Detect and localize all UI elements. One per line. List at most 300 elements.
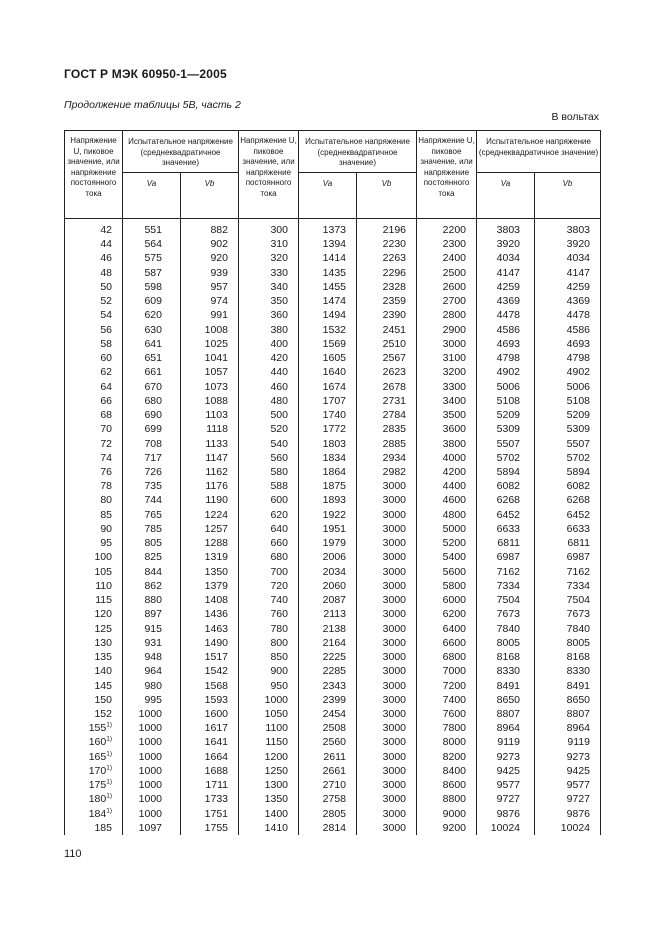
cell-u1: 62 (65, 365, 123, 379)
table-row (65, 650, 601, 664)
cell-u2: 310 (239, 237, 299, 251)
cell-u1: 150 (65, 693, 123, 707)
cell-va3: 9119 (477, 735, 535, 749)
table-row (65, 764, 601, 778)
cell-vb3: 4147 (535, 266, 601, 280)
table-row (65, 380, 601, 394)
cell-vb2: 2451 (357, 323, 417, 337)
table-row (65, 408, 601, 422)
cell-vb3: 7162 (535, 565, 601, 579)
cell-va3: 4147 (477, 266, 535, 280)
cell-va3: 8330 (477, 664, 535, 678)
cell-vb2: 3000 (357, 664, 417, 678)
cell-u1: 125 (65, 622, 123, 636)
cell-u3: 5800 (417, 579, 477, 593)
cell-vb2: 3000 (357, 593, 417, 607)
cell-vb2: 2567 (357, 351, 417, 365)
cell-va2: 1532 (299, 323, 357, 337)
cell-u1: 90 (65, 522, 123, 536)
cell-vb2: 2263 (357, 251, 417, 265)
footnote-marker: 1) (106, 807, 112, 815)
cell-vb1: 1436 (181, 607, 239, 621)
cell-va2: 1640 (299, 365, 357, 379)
cell-vb2: 3000 (357, 735, 417, 749)
cell-vb1: 1008 (181, 323, 239, 337)
cell-va3: 8807 (477, 707, 535, 721)
table-row (65, 636, 601, 650)
cell-va2: 1893 (299, 493, 357, 507)
cell-u2: 460 (239, 380, 299, 394)
cell-va3: 4259 (477, 280, 535, 294)
cell-vb3: 6987 (535, 550, 601, 564)
cell-u1: 60 (65, 351, 123, 365)
cell-va2: 1569 (299, 337, 357, 351)
cell-vb3: 6633 (535, 522, 601, 536)
cell-u2: 1050 (239, 707, 299, 721)
cell-u3: 7400 (417, 693, 477, 707)
cell-vb1: 902 (181, 237, 239, 251)
cell-vb1: 1162 (181, 465, 239, 479)
cell-u2: 1100 (239, 721, 299, 735)
cell-u1: 50 (65, 280, 123, 294)
cell-va2: 2661 (299, 764, 357, 778)
cell-u1: 68 (65, 408, 123, 422)
table-row (65, 237, 601, 251)
cell-u3: 5200 (417, 536, 477, 550)
footnote-marker: 1) (106, 735, 112, 743)
cell-u3: 5400 (417, 550, 477, 564)
cell-vb1: 1542 (181, 664, 239, 678)
cell-u1: 58 (65, 337, 123, 351)
cell-va1: 670 (123, 380, 181, 394)
cell-vb1: 1088 (181, 394, 239, 408)
cell-u1: 120 (65, 607, 123, 621)
cell-u3: 8200 (417, 750, 477, 764)
cell-va2: 2060 (299, 579, 357, 593)
cell-vb2: 2196 (357, 219, 417, 238)
cell-u2: 740 (239, 593, 299, 607)
cell-vb2: 3000 (357, 707, 417, 721)
cell-vb1: 1664 (181, 750, 239, 764)
cell-u2: 588 (239, 479, 299, 493)
cell-u1: 100 (65, 550, 123, 564)
cell-u3: 3800 (417, 437, 477, 451)
vb-header-2: Vb (357, 172, 417, 218)
cell-va1: 641 (123, 337, 181, 351)
cell-vb2: 3000 (357, 607, 417, 621)
cell-vb1: 1224 (181, 508, 239, 522)
cell-va1: 630 (123, 323, 181, 337)
cell-vb3: 3920 (535, 237, 601, 251)
cell-vb3: 4798 (535, 351, 601, 365)
cell-u1: 54 (65, 308, 123, 322)
table-row (65, 323, 601, 337)
cell-va1: 690 (123, 408, 181, 422)
cell-vb2: 2678 (357, 380, 417, 394)
table-row (65, 679, 601, 693)
cell-vb1: 1025 (181, 337, 239, 351)
cell-vb3: 7673 (535, 607, 601, 621)
table-row (65, 622, 601, 636)
cell-va1: 651 (123, 351, 181, 365)
cell-vb3: 4034 (535, 251, 601, 265)
cell-vb2: 3000 (357, 536, 417, 550)
cell-u3: 2800 (417, 308, 477, 322)
cell-u3: 8000 (417, 735, 477, 749)
cell-u3: 5600 (417, 565, 477, 579)
cell-vb2: 3000 (357, 522, 417, 536)
cell-vb3: 9727 (535, 792, 601, 806)
cell-u3: 4000 (417, 451, 477, 465)
cell-va1: 564 (123, 237, 181, 251)
table-row (65, 493, 601, 507)
cell-va2: 1494 (299, 308, 357, 322)
cell-u3: 3000 (417, 337, 477, 351)
cell-vb2: 3000 (357, 622, 417, 636)
cell-vb2: 3000 (357, 750, 417, 764)
cell-u2: 1300 (239, 778, 299, 792)
cell-va3: 6811 (477, 536, 535, 550)
cell-u2: 520 (239, 422, 299, 436)
table-row (65, 365, 601, 379)
cell-va1: 765 (123, 508, 181, 522)
table-row (65, 721, 601, 735)
cell-va1: 980 (123, 679, 181, 693)
cell-u1: 145 (65, 679, 123, 693)
cell-vb2: 2731 (357, 394, 417, 408)
cell-va1: 897 (123, 607, 181, 621)
cell-vb3: 5006 (535, 380, 601, 394)
cell-vb3: 8650 (535, 693, 601, 707)
cell-vb1: 1319 (181, 550, 239, 564)
cell-u3: 8600 (417, 778, 477, 792)
cell-vb3: 7504 (535, 593, 601, 607)
cell-va3: 4034 (477, 251, 535, 265)
cell-va1: 680 (123, 394, 181, 408)
cell-u3: 4400 (417, 479, 477, 493)
cell-vb2: 2328 (357, 280, 417, 294)
cell-vb2: 3000 (357, 778, 417, 792)
cell-va2: 1834 (299, 451, 357, 465)
cell-vb3: 3803 (535, 219, 601, 238)
cell-u2: 850 (239, 650, 299, 664)
cell-va3: 4478 (477, 308, 535, 322)
cell-vb3: 4586 (535, 323, 601, 337)
cell-va2: 1674 (299, 380, 357, 394)
va-header-3: Va (477, 172, 535, 218)
cell-u3: 2700 (417, 294, 477, 308)
cell-va1: 825 (123, 550, 181, 564)
cell-vb2: 2885 (357, 437, 417, 451)
cell-vb2: 3000 (357, 693, 417, 707)
cell-u2: 1000 (239, 693, 299, 707)
table-row (65, 337, 601, 351)
cell-u1: 76 (65, 465, 123, 479)
table-row (65, 550, 601, 564)
units-label: В вольтах (551, 111, 599, 123)
table-row (65, 522, 601, 536)
cell-va2: 1772 (299, 422, 357, 436)
cell-vb1: 1257 (181, 522, 239, 536)
cell-va1: 1000 (123, 707, 181, 721)
cell-u1: 46 (65, 251, 123, 265)
cell-va3: 10024 (477, 821, 535, 835)
peak-voltage-header-3: Напряжение U, пиковое значение, или напряжение постоянного тока (417, 131, 477, 219)
table-row (65, 707, 601, 721)
cell-va1: 609 (123, 294, 181, 308)
footnote-marker: 1) (106, 792, 112, 800)
cell-va3: 4586 (477, 323, 535, 337)
test-voltage-header-1: Испытательное напряжение (среднеквадратичное значение) (123, 131, 239, 173)
cell-vb3: 8491 (535, 679, 601, 693)
cell-va2: 1414 (299, 251, 357, 265)
cell-va2: 2508 (299, 721, 357, 735)
cell-vb2: 3000 (357, 764, 417, 778)
cell-u1: 56 (65, 323, 123, 337)
cell-va2: 2454 (299, 707, 357, 721)
cell-u2: 320 (239, 251, 299, 265)
cell-u1: 64 (65, 380, 123, 394)
cell-vb1: 1176 (181, 479, 239, 493)
cell-u3: 3600 (417, 422, 477, 436)
cell-u3: 7200 (417, 679, 477, 693)
cell-va2: 1979 (299, 536, 357, 550)
cell-u2: 480 (239, 394, 299, 408)
cell-va1: 1000 (123, 807, 181, 821)
table-row (65, 479, 601, 493)
table-row (65, 308, 601, 322)
cell-vb2: 2623 (357, 365, 417, 379)
cell-va3: 7504 (477, 593, 535, 607)
cell-u2: 1350 (239, 792, 299, 806)
cell-va3: 8005 (477, 636, 535, 650)
cell-u3: 6200 (417, 607, 477, 621)
cell-vb3: 4369 (535, 294, 601, 308)
table-row (65, 607, 601, 621)
cell-u2: 780 (239, 622, 299, 636)
footnote-marker: 1) (106, 721, 112, 729)
cell-vb3: 5894 (535, 465, 601, 479)
cell-vb1: 1379 (181, 579, 239, 593)
cell-va2: 1435 (299, 266, 357, 280)
cell-va2: 2006 (299, 550, 357, 564)
cell-va2: 1740 (299, 408, 357, 422)
cell-u1: 72 (65, 437, 123, 451)
cell-vb3: 8807 (535, 707, 601, 721)
cell-vb1: 1600 (181, 707, 239, 721)
cell-vb3: 7840 (535, 622, 601, 636)
cell-vb1: 957 (181, 280, 239, 294)
cell-va2: 1394 (299, 237, 357, 251)
cell-vb3: 6268 (535, 493, 601, 507)
cell-va1: 717 (123, 451, 181, 465)
cell-va3: 4369 (477, 294, 535, 308)
cell-va1: 880 (123, 593, 181, 607)
cell-u2: 1150 (239, 735, 299, 749)
cell-va3: 8168 (477, 650, 535, 664)
cell-u2: 640 (239, 522, 299, 536)
cell-va2: 1605 (299, 351, 357, 365)
cell-va1: 1000 (123, 750, 181, 764)
cell-u3: 3500 (417, 408, 477, 422)
cell-u2: 900 (239, 664, 299, 678)
va-header-1: Va (123, 172, 181, 218)
footnote-marker: 1) (106, 750, 112, 758)
cell-va1: 699 (123, 422, 181, 436)
cell-u2: 620 (239, 508, 299, 522)
cell-vb3: 4902 (535, 365, 601, 379)
cell-va3: 8491 (477, 679, 535, 693)
cell-vb2: 3000 (357, 493, 417, 507)
cell-vb2: 3000 (357, 479, 417, 493)
cell-u2: 540 (239, 437, 299, 451)
cell-u2: 800 (239, 636, 299, 650)
cell-vb1: 1408 (181, 593, 239, 607)
cell-va1: 931 (123, 636, 181, 650)
cell-vb3: 9273 (535, 750, 601, 764)
cell-u3: 6600 (417, 636, 477, 650)
cell-va1: 661 (123, 365, 181, 379)
cell-va3: 3803 (477, 219, 535, 238)
cell-va1: 708 (123, 437, 181, 451)
cell-u2: 700 (239, 565, 299, 579)
cell-va3: 8650 (477, 693, 535, 707)
cell-u2: 1400 (239, 807, 299, 821)
cell-vb2: 2359 (357, 294, 417, 308)
cell-u3: 4600 (417, 493, 477, 507)
cell-va3: 7840 (477, 622, 535, 636)
cell-vb1: 1288 (181, 536, 239, 550)
cell-u1: 66 (65, 394, 123, 408)
cell-vb3: 6811 (535, 536, 601, 550)
cell-va3: 6452 (477, 508, 535, 522)
va-header-2: Va (299, 172, 357, 218)
cell-va2: 2087 (299, 593, 357, 607)
cell-va3: 5894 (477, 465, 535, 479)
cell-vb3: 5507 (535, 437, 601, 451)
cell-va3: 8964 (477, 721, 535, 735)
table-row (65, 266, 601, 280)
cell-vb2: 2784 (357, 408, 417, 422)
cell-u2: 950 (239, 679, 299, 693)
vb-header-3: Vb (535, 172, 601, 218)
cell-vb1: 1350 (181, 565, 239, 579)
cell-va2: 2399 (299, 693, 357, 707)
cell-u2: 420 (239, 351, 299, 365)
cell-u1: 184$^{1)}$ (65, 807, 123, 821)
cell-u2: 1250 (239, 764, 299, 778)
cell-va3: 6633 (477, 522, 535, 536)
cell-u2: 660 (239, 536, 299, 550)
cell-u3: 3400 (417, 394, 477, 408)
cell-va1: 915 (123, 622, 181, 636)
cell-u3: 2900 (417, 323, 477, 337)
cell-vb2: 3000 (357, 636, 417, 650)
cell-vb3: 7334 (535, 579, 601, 593)
cell-vb3: 5209 (535, 408, 601, 422)
cell-vb1: 991 (181, 308, 239, 322)
table-row (65, 565, 601, 579)
cell-u1: 48 (65, 266, 123, 280)
page-number: 110 (64, 848, 82, 860)
cell-va3: 4693 (477, 337, 535, 351)
cell-u2: 560 (239, 451, 299, 465)
cell-vb2: 3000 (357, 679, 417, 693)
cell-u2: 400 (239, 337, 299, 351)
cell-va2: 2225 (299, 650, 357, 664)
cell-u1: 70 (65, 422, 123, 436)
cell-vb1: 1463 (181, 622, 239, 636)
table-row (65, 437, 601, 451)
cell-vb1: 1733 (181, 792, 239, 806)
table-row (65, 807, 601, 821)
cell-va1: 587 (123, 266, 181, 280)
table-row (65, 693, 601, 707)
cell-vb3: 4259 (535, 280, 601, 294)
table-row (65, 351, 601, 365)
cell-vb2: 3000 (357, 650, 417, 664)
cell-vb3: 8168 (535, 650, 601, 664)
cell-vb2: 3000 (357, 508, 417, 522)
cell-vb1: 1147 (181, 451, 239, 465)
cell-vb3: 6082 (535, 479, 601, 493)
cell-u3: 8800 (417, 792, 477, 806)
table-row (65, 219, 601, 238)
cell-va2: 2343 (299, 679, 357, 693)
cell-vb1: 1593 (181, 693, 239, 707)
cell-vb1: 1103 (181, 408, 239, 422)
table-row (65, 593, 601, 607)
cell-u3: 2200 (417, 219, 477, 238)
cell-u1: 115 (65, 593, 123, 607)
cell-u2: 500 (239, 408, 299, 422)
cell-va3: 9577 (477, 778, 535, 792)
peak-voltage-header-1: Напряжение U, пиковое значение, или напряжение постоянного тока (65, 131, 123, 219)
table-row (65, 422, 601, 436)
footnote-marker: 1) (106, 764, 112, 772)
cell-u3: 7600 (417, 707, 477, 721)
cell-u1: 110 (65, 579, 123, 593)
cell-u1: 74 (65, 451, 123, 465)
cell-u2: 680 (239, 550, 299, 564)
cell-vb2: 2510 (357, 337, 417, 351)
cell-u2: 580 (239, 465, 299, 479)
peak-voltage-header-2: Напряжение U, пиковое значение, или напряжение постоянного тока (239, 131, 299, 219)
cell-va1: 964 (123, 664, 181, 678)
cell-u1: 160$^{1)}$ (65, 735, 123, 749)
test-voltage-header-3: Испытательное напряжение (среднеквадратичное значение) (477, 131, 601, 173)
cell-vb1: 1755 (181, 821, 239, 835)
table-row (65, 280, 601, 294)
voltage-table (64, 130, 601, 835)
cell-va2: 2138 (299, 622, 357, 636)
cell-u1: 175$^{1)}$ (65, 778, 123, 792)
cell-va2: 1707 (299, 394, 357, 408)
cell-vb2: 2296 (357, 266, 417, 280)
cell-u2: 330 (239, 266, 299, 280)
cell-vb1: 1073 (181, 380, 239, 394)
cell-va1: 726 (123, 465, 181, 479)
table-row (65, 735, 601, 749)
cell-va2: 1803 (299, 437, 357, 451)
cell-va2: 2805 (299, 807, 357, 821)
cell-u3: 2500 (417, 266, 477, 280)
cell-u2: 340 (239, 280, 299, 294)
cell-vb2: 2390 (357, 308, 417, 322)
table-body (65, 219, 601, 836)
cell-vb3: 10024 (535, 821, 601, 835)
cell-u1: 155$^{1)}$ (65, 721, 123, 735)
